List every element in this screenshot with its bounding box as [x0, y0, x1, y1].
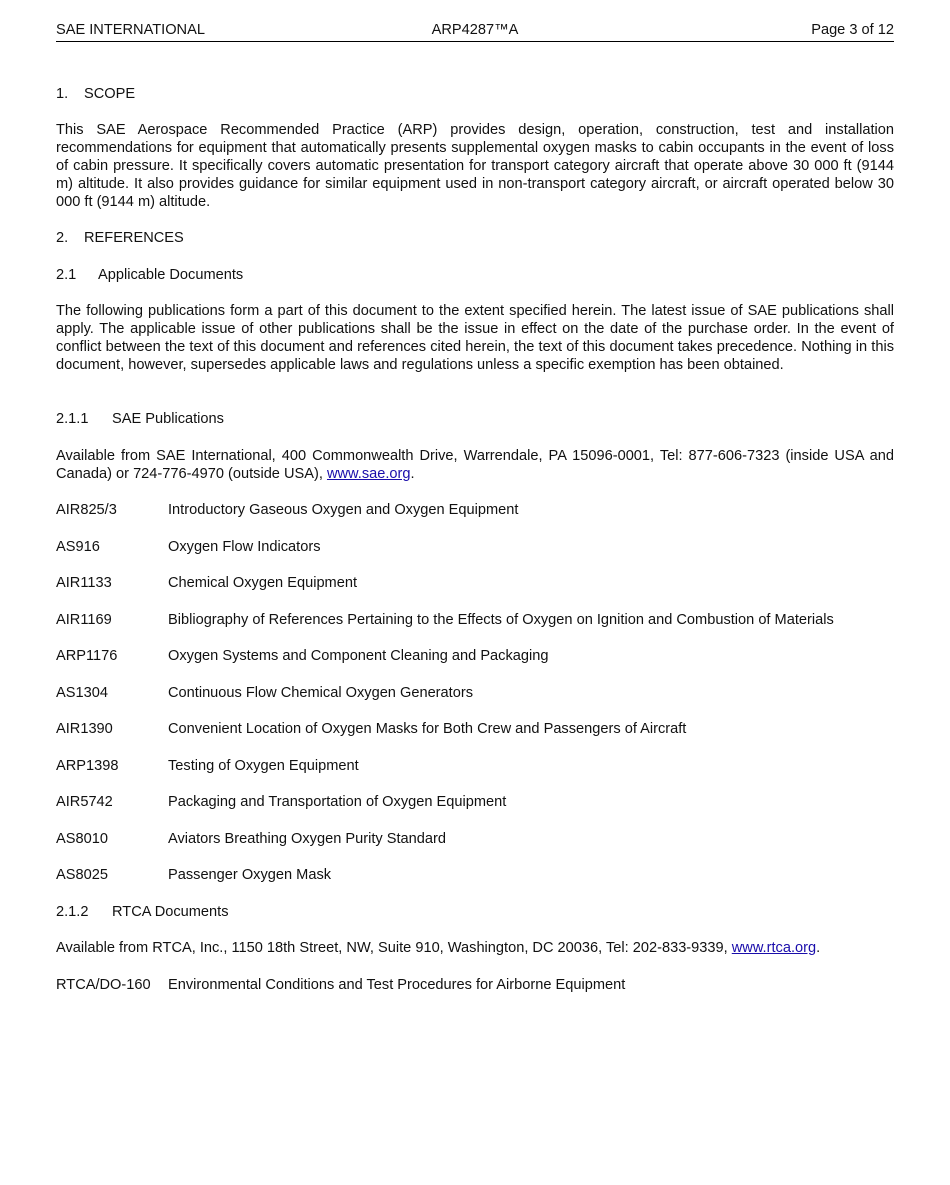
- reference-code: AS8010: [56, 831, 108, 847]
- section-number: 2.1.1: [56, 411, 89, 427]
- reference-item: [56, 720, 894, 738]
- rtca-website-link[interactable]: www.rtca.org: [731, 940, 817, 956]
- reference-code: RTCA/DO-160: [56, 977, 151, 993]
- reference-item: [56, 757, 894, 775]
- reference-title: Oxygen Systems and Component Cleaning and Packaging: [168, 648, 549, 664]
- section-number: 2.1.2: [56, 904, 89, 920]
- reference-code: AS1304: [56, 685, 108, 701]
- sae-availability-text: Available from SAE International, 400 Commonwealth Drive, Warrendale, PA 15096-0001, Tel: 877-606-7323 (inside USA and Canada) or 724-776-4970 (outside USA),: [56, 448, 894, 482]
- reference-item: [56, 538, 894, 556]
- reference-item: [56, 684, 894, 702]
- reference-item: [56, 501, 894, 519]
- section-title: SAE Publications: [112, 411, 224, 427]
- reference-item: [56, 793, 894, 811]
- section-heading-rtca-documents: [56, 903, 894, 921]
- reference-code: ARP1176: [56, 648, 118, 664]
- reference-title: Aviators Breathing Oxygen Purity Standard: [168, 831, 446, 847]
- section-title: RTCA Documents: [112, 904, 229, 920]
- reference-title: Environmental Conditions and Test Procedures for Airborne Equipment: [168, 977, 626, 993]
- reference-title: Continuous Flow Chemical Oxygen Generators: [168, 685, 473, 701]
- sae-website-link[interactable]: www.sae.org: [326, 466, 411, 482]
- reference-code: AS916: [56, 539, 100, 555]
- reference-title: Convenient Location of Oxygen Masks for Both Crew and Passengers of Aircraft: [168, 721, 687, 737]
- reference-title: Testing of Oxygen Equipment: [168, 758, 359, 774]
- reference-item: [56, 866, 894, 884]
- header-organization: SAE INTERNATIONAL: [56, 22, 205, 38]
- sae-availability-paragraph: [56, 447, 894, 483]
- page-header: [56, 21, 894, 42]
- reference-item: [56, 976, 894, 994]
- reference-code: AS8025: [56, 867, 108, 883]
- section-title: REFERENCES: [84, 230, 184, 246]
- scope-paragraph: This SAE Aerospace Recommended Practice (ARP) provides design, operation, construction, test and installation recommendations for equipment that automatically presents supplemental oxygen masks to cabin occupants in the event of loss of cabin pressure. It specifically covers automatic presentation for transport category aircraft that operate above 30 000 ft (9144 m) altitude. It also provides guidance for similar equipment used in non-transport category aircraft, or aircraft operated below 30 000 ft (9144 m) altitude.: [56, 122, 894, 210]
- reference-code: AIR5742: [56, 794, 113, 810]
- header-document-number: ARP4287™A: [431, 22, 519, 38]
- applicable-documents-paragraph: The following publications form a part of this document to the extent specified herein. The latest issue of SAE publications shall apply. The applicable issue of other publications shall be the issue in effect on the date of the purchase order. In the event of conflict between the text of this document and references cited herein, the text of this document takes precedence. Nothing in this document, however, supersedes applicable laws and regulations unless a specific exemption has been obtained.: [56, 303, 894, 373]
- rtca-availability-end: .: [816, 940, 821, 956]
- rtca-availability-paragraph: [56, 939, 894, 957]
- section-number: 2.1: [56, 267, 77, 283]
- section-heading-scope: [56, 85, 894, 103]
- reference-code: AIR1169: [56, 612, 112, 628]
- reference-code: ARP1398: [56, 758, 119, 774]
- reference-code: AIR825/3: [56, 502, 117, 518]
- section-heading-references: [56, 229, 894, 247]
- section-number: 1.: [56, 86, 69, 102]
- sae-availability-end: .: [410, 466, 415, 482]
- section-heading-sae-publications: [56, 410, 894, 428]
- reference-title: Packaging and Transportation of Oxygen Equipment: [168, 794, 507, 810]
- reference-item: [56, 574, 894, 592]
- reference-code: AIR1133: [56, 575, 112, 591]
- reference-title: Bibliography of References Pertaining to the Effects of Oxygen on Ignition and Combustion of Materials: [168, 612, 834, 628]
- reference-item: [56, 611, 894, 629]
- reference-item: [56, 647, 894, 665]
- reference-title: Introductory Gaseous Oxygen and Oxygen Equipment: [168, 502, 519, 518]
- section-title: Applicable Documents: [98, 267, 244, 283]
- reference-item: [56, 830, 894, 848]
- section-number: 2.: [56, 230, 69, 246]
- reference-title: Chemical Oxygen Equipment: [168, 575, 357, 591]
- section-title: SCOPE: [84, 86, 136, 102]
- section-heading-applicable-documents: [56, 266, 894, 284]
- reference-title: Oxygen Flow Indicators: [168, 539, 321, 555]
- header-page-number: Page 3 of 12: [811, 22, 894, 38]
- reference-code: AIR1390: [56, 721, 113, 737]
- reference-title: Passenger Oxygen Mask: [168, 867, 332, 883]
- rtca-availability-text: Available from RTCA, Inc., 1150 18th Street, NW, Suite 910, Washington, DC 20036, Tel: 202-833-9339,: [56, 940, 732, 956]
